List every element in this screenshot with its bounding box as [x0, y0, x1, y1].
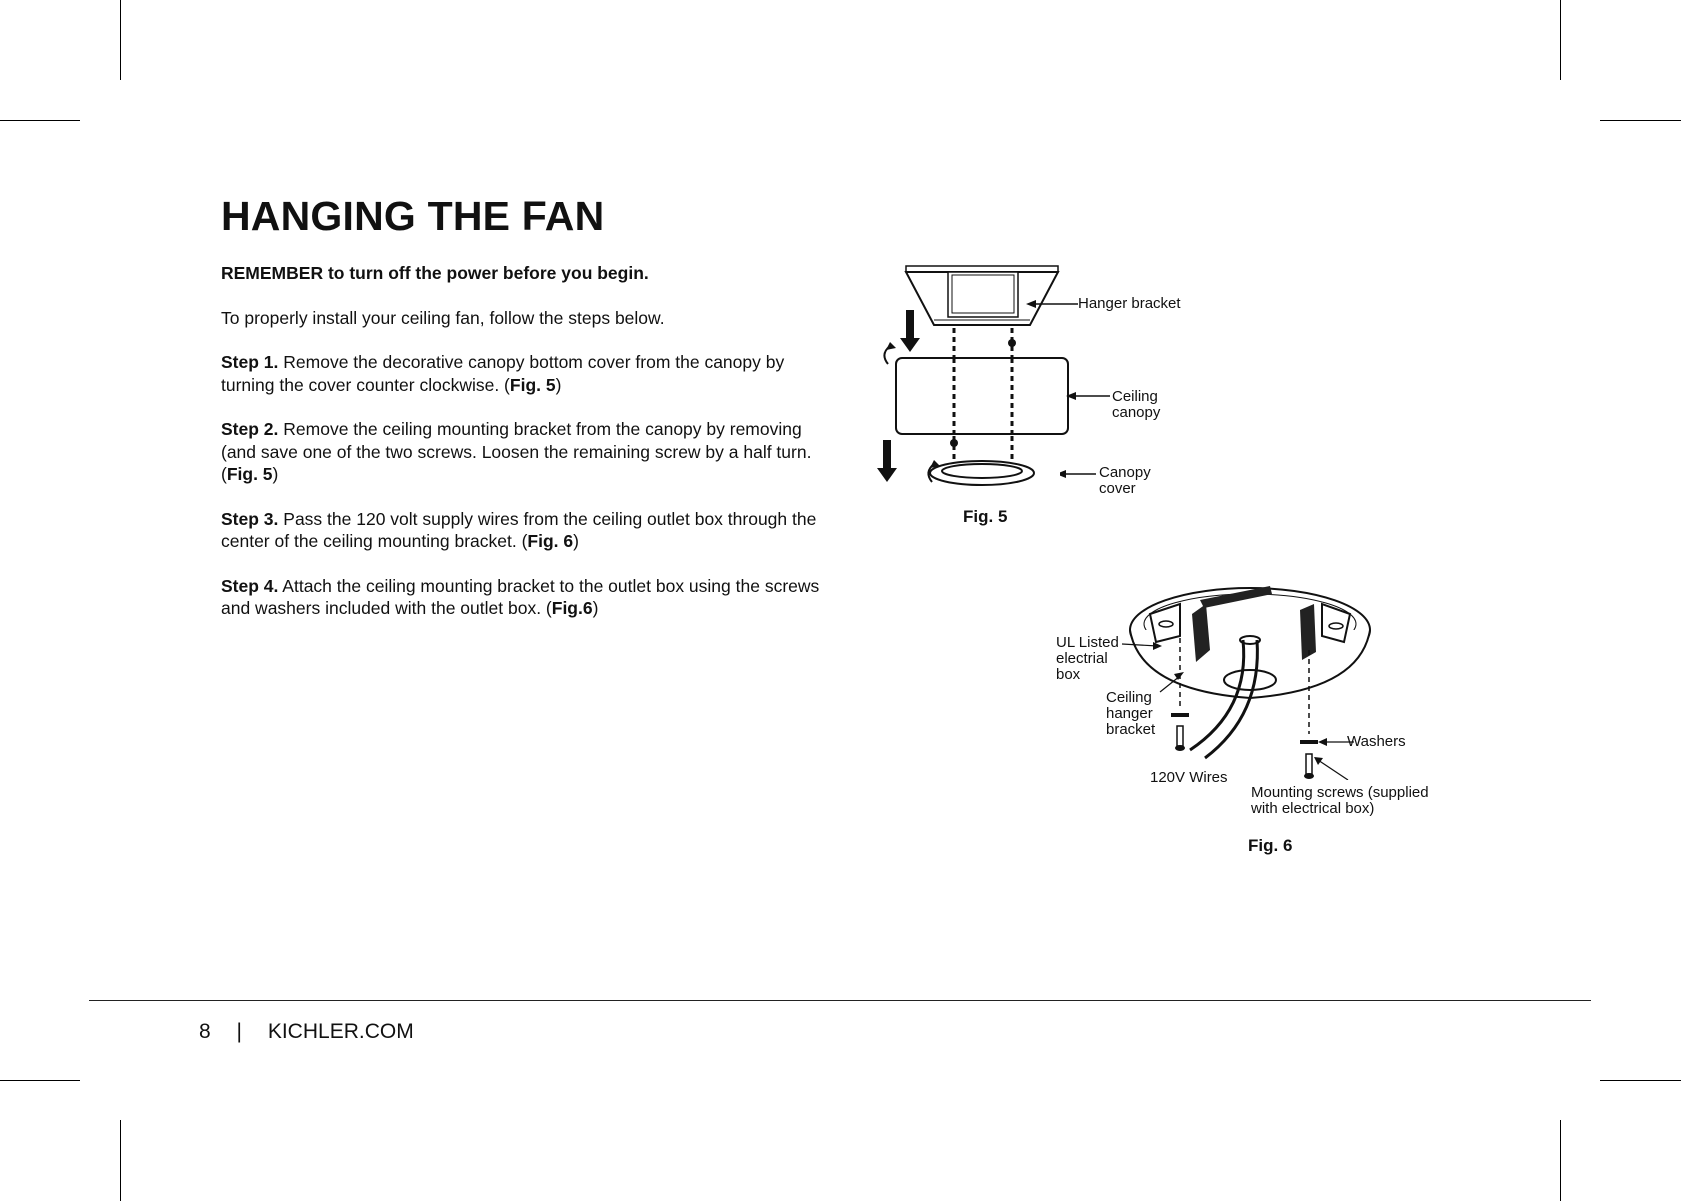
step-3: Step 3. Pass the 120 volt supply wires from the ceiling outlet box through the center of the ceiling mounting bracket. (Fig. 6) — [221, 508, 817, 551]
crop-mark — [1560, 1120, 1561, 1201]
footer-divider — [89, 1000, 1591, 1001]
crop-mark — [0, 1080, 80, 1081]
fig5-label-hanger-bracket: Hanger bracket — [1078, 295, 1181, 312]
crop-mark — [1600, 120, 1681, 121]
footer-separator: | — [236, 1020, 242, 1043]
footer-site-link[interactable]: KICHLER.COM — [267, 1020, 414, 1043]
fig6-illustration — [1100, 580, 1460, 780]
step-4: Step 4. Attach the ceiling mounting bracket to the outlet box using the screws and washers included with the outlet box. (Fig.6) — [221, 575, 820, 618]
fig5-label-canopy-cover: Canopy cover — [1099, 464, 1151, 497]
intro-text: To properly install your ceiling fan, follow the steps below. — [221, 307, 665, 328]
page-title: HANGING THE FAN — [221, 193, 605, 239]
instructions — [221, 262, 821, 642]
step-1: Step 1. Remove the decorative canopy bottom cover from the canopy by turning the cover counter clockwise. (Fig. 5) — [221, 352, 785, 395]
crop-mark — [1600, 1080, 1681, 1081]
crop-mark — [120, 0, 121, 80]
crop-mark — [1560, 0, 1561, 80]
page-number: 8 — [199, 1020, 211, 1043]
fig5-label-ceiling-canopy: Ceiling canopy — [1112, 388, 1161, 421]
step-2: Step 2. Remove the ceiling mounting bracket from the canopy by removing (and save one of the two screws. Loosen the remaining screw by a half turn. (Fig. 5) — [221, 419, 812, 484]
crop-mark — [120, 1120, 121, 1201]
fig6-label-wires: 120V Wires — [1150, 769, 1228, 786]
fig6-label-mounting-screws: Mounting screws (supplied with electrical box) — [1251, 784, 1429, 817]
fig6-caption: Fig. 6 — [1248, 836, 1293, 855]
fig6-label-ul-box: UL Listed electrial box — [1056, 634, 1119, 683]
crop-mark — [0, 120, 80, 121]
fig6-label-hanger-bracket: Ceiling hanger bracket — [1106, 689, 1156, 738]
power-warning: REMEMBER to turn off the power before you begin. — [221, 263, 649, 283]
fig6-label-washers: Washers — [1347, 733, 1406, 750]
fig5-caption: Fig. 5 — [963, 507, 1008, 526]
fig5-illustration — [870, 260, 1080, 500]
footer — [199, 1020, 414, 1044]
